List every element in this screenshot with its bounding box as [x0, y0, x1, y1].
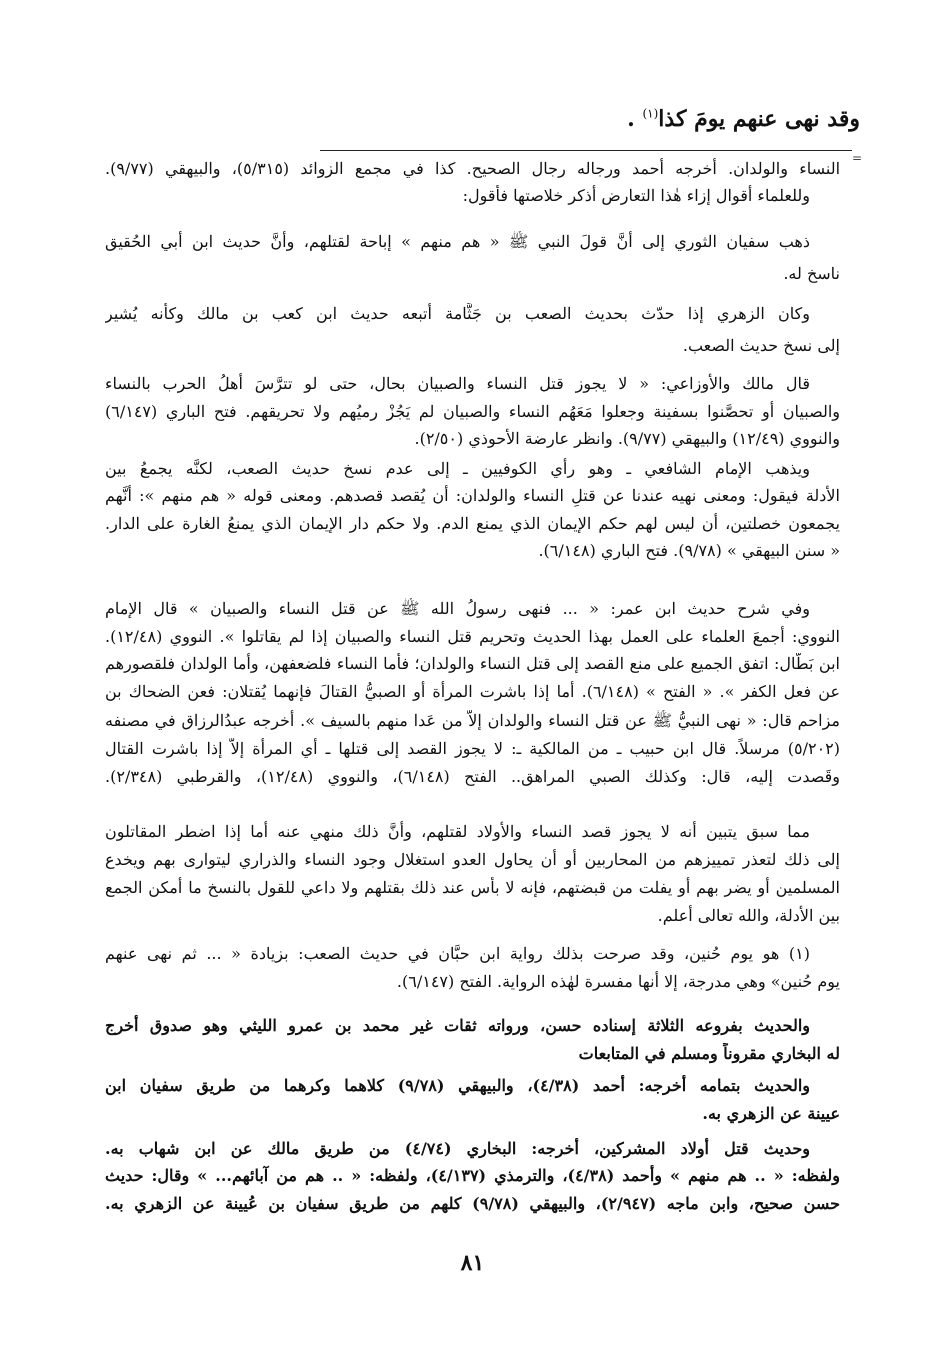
text-line: عن فعل الكفر ». « الفتح » (٦/١٤٨). أما إذا باشرت المرأة أو الصبيُّ القتالَ فإنهما يُقتلان: فعن الضحاك بن [105, 682, 840, 701]
page-number: ٨١ [460, 1250, 485, 1276]
footnote-line: يوم حُنين» وهي مدرجة، إلا أنها مفسرة لهٰذه الرواية. الفتح (٦/١٤٧). [396, 972, 840, 991]
text-line: وقَصدت إليه، قال: وكذلك الصبي المراهق.. الفتح (٦/١٤٨)، والنووي (١٢/٤٨)، والقرطبي (٢/٣٤٨). [105, 767, 840, 786]
text-line: والحديث بتمامه أخرجه: أحمد (٤/٣٨)، والبيهقي (٩/٧٨) كلاهما وكرهما من طريق سفيان ابن [105, 1076, 811, 1095]
text-line: وللعلماء أقوال إزاء هٰذا التعارض أذكر خلاصتها فأقول: [462, 186, 810, 205]
footnote-ref: (١) [642, 106, 659, 121]
text-line: وكان الزهري إذا حدّث بحديث الصعب بن جَثَّامة أتبعه حديث ابن كعب بن مالك وكأنه يُشير [105, 304, 810, 323]
heading-divider [320, 150, 852, 151]
text-line: المسلمين أو يضر بهم أو يفلت من قبضتهم، فإنه لا بأس عند ذلك بقتلهم ولا داعي للقول بالنسخ ما أمكن الجمع [105, 878, 840, 897]
continuation-mark: = [852, 151, 863, 165]
text-line: ناسخ له. [783, 264, 840, 283]
text-line: والنووي (١٢/٤٩) والبيهقي (٩/٧٧). وانظر عارضة الأحوذي (٢/٥٠). [414, 429, 840, 448]
footnote-line: (١) هو يوم حُنين، وقد صرحت بذلك رواية ابن حبَّان في حديث الصعب: بزيادة « ... ثم نهى عنهم [105, 944, 810, 963]
text-line: بين الأدلة، والله تعالى أعلم. [657, 906, 840, 925]
text-line: ذهب سفيان الثوري إلى أنَّ قولَ النبي ﷺ « هم منهم » إباحة لقتلهم، وأنَّ حديث ابن أبي الحُقيق [105, 232, 810, 251]
text-line: إلى ذلك لتعذر تمييزهم من المحاربين أو أن يحاول العدو استغلال وجود النساء والذراري ليتوارى بهم ويخدع [105, 850, 840, 869]
text-line: إلى نسخ حديث الصعب. [682, 336, 840, 355]
text-line: قال مالك والأوزاعي: « لا يجوز قتل النساء والصبيان بحال، حتى لو تترَّسَ أهلُ الحرب بالنساء [105, 374, 810, 393]
text-line: يجمعون خصلتين، أن ليس لهم حكم الإيمان الذي يمنع الدم. ولا حكم دار الإيمان الذي يمنعُ الغارة على الدار. [105, 514, 840, 533]
running-heading [627, 106, 860, 132]
text-line: وحديث قتل أولاد المشركين، أخرجه: البخاري (٤/٧٤) من طريق مالك عن ابن شهاب به. [105, 1139, 810, 1158]
text-line: حسن صحيح، وابن ماجه (٢/٩٤٧)، والبيهقي (٩/٧٨) كلهم من طريق سفيان بن عُيينة عن الزهري به. [105, 1194, 840, 1213]
text-line: مما سبق يتبين أنه لا يجوز قصد النساء والأولاد لقتلهم، وأنَّ ذلك منهي عنه أما إذا اضطر المقاتلون [105, 822, 810, 841]
text-line: وفي شرح حديث ابن عمر: « ... فنهى رسولُ الله ﷺ عن قتل النساء والصبيان » قال الإمام [105, 599, 810, 618]
text-line: (٥/٢٠٢) مرسلاً. قال ابن حبيب ـ من المالكية ـ: لا يجوز القصد إلى قتلها ـ أي المرأة إلاّ إذا باشرت القتال [105, 739, 840, 758]
text-line: « سنن البيهقي » (٩/٧٨). فتح الباري (٦/١٤٨). [538, 541, 840, 560]
text-line: مزاحم قال: « نهى النبيُّ ﷺ عن قتل النساء والولدان إلاّ من عَدا منهم بالسيف ». أخرجه عبدُالرزاق في مصنفه [105, 711, 840, 730]
text-line: والصبيان أو تحصَّنوا بسفينة وجعلوا مَعَهُم النساء والصبيان لم يَجُزْ رميُهم ولا تحريقهم. فتح الباري (٦/١٤٧) [105, 402, 840, 421]
text-line: عيينة عن الزهري به. [702, 1104, 840, 1123]
text-line: ابن بَطَّال: اتفق الجميع على منع القصد إلى قتل النساء والولدان؛ فأما النساء فلضعفهن، وأما الولدان فلقصورهم [105, 654, 840, 673]
text-line: له البخاري مقروناً ومسلم في المتابعات [578, 1044, 840, 1063]
heading-text: وقد نهى عنهم يومَ كذا [658, 106, 860, 132]
text-line: والحديث بفروعه الثلاثة إسناده حسن، ورواته ثقات غير محمد بن عمرو الليثي وهو صدوق أخرج [105, 1016, 811, 1035]
text-line: النووي: أجمعَ العلماء على العمل بهذا الحديث وتحريم قتل النساء والصبيان إذا لم يقاتلوا ». النووي (١٢/٤٨). [105, 627, 840, 646]
heading-end: . [627, 106, 635, 132]
text-line: الأدلة فيقول: ومعنى نهيه عندنا عن قتلِ النساء والولدان: أن يُقصد قصدهم. ومعنى قوله « هم منهم »: أنَّهم [105, 486, 840, 505]
text-line: ويذهب الإمام الشافعي ـ وهو رأي الكوفيين ـ إلى عدم نسخ حديث الصعب، لكنَّه يجمعُ بين [105, 459, 810, 478]
text-line: ولفظه: « .. هم منهم » وأحمد (٤/٣٨)، والترمذي (٤/١٣٧)، ولفظه: « .. هم من آبائهم... » وقال: حديث [105, 1166, 840, 1185]
text-line: النساء والولدان. أخرجه أحمد ورجاله رجال الصحيح. كذا في مجمع الزوائد (٥/٣١٥)، والبيهقي (٩/٧٧). [105, 159, 840, 178]
